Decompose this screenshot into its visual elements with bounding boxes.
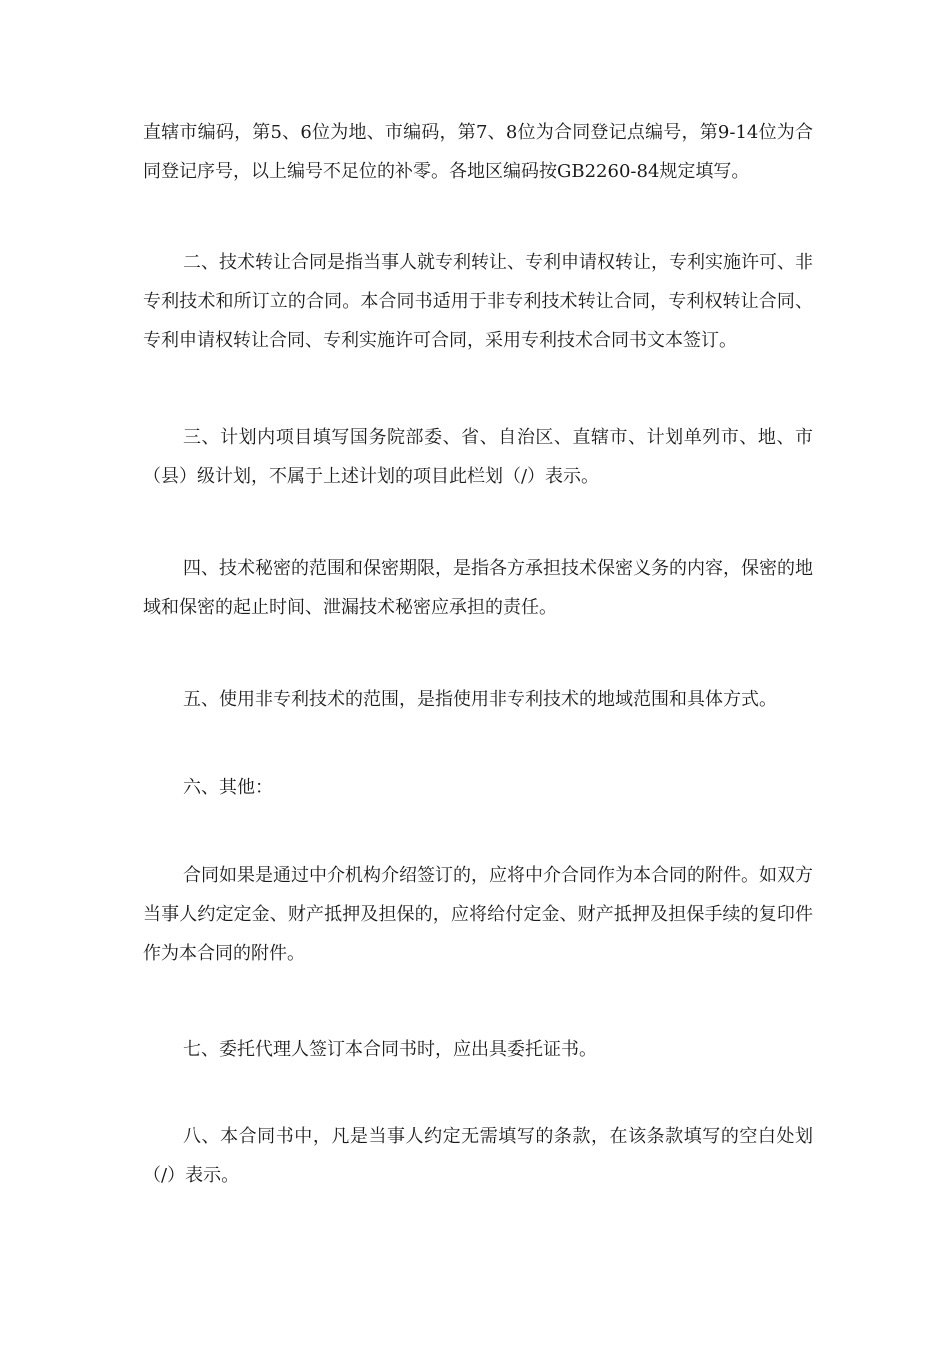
paragraph-section-8: 八、本合同书中，凡是当事人约定无需填写的条款，在该条款填写的空白处划（/）表示。 (143, 1126, 813, 1186)
paragraph-section-7: 七、委托代理人签订本合同书时，应出具委托证书。 (183, 1039, 597, 1060)
paragraph-section-3: 三、计划内项目填写国务院部委、省、自治区、直辖市、计划单列市、地、市（县）级计划，不属于上述计划的项目此栏划（/）表示。 (143, 427, 813, 487)
paragraph-region-code-continued: 直辖市编码，第5、6位为地、市编码，第7、8位为合同登记点编号，第9-14位为合同登记序号，以上编号不足位的补零。各地区编码按GB2260-84规定填写。 (143, 122, 813, 182)
paragraph-section-5: 五、使用非专利技术的范围，是指使用非专利技术的地域范围和具体方式。 (183, 689, 777, 710)
paragraph-section-6-body: 合同如果是通过中介机构介绍签订的，应将中介合同作为本合同的附件。如双方当事人约定定金、财产抵押及担保的，应将给付定金、财产抵押及担保手续的复印件作为本合同的附件。 (143, 865, 813, 964)
paragraph-section-6-heading: 六、其他： (183, 777, 273, 798)
paragraph-section-4: 四、技术秘密的范围和保密期限，是指各方承担技术保密义务的内容，保密的地域和保密的起止时间、泄漏技术秘密应承担的责任。 (143, 558, 813, 618)
paragraph-section-2: 二、技术转让合同是指当事人就专利转让、专利申请权转让，专利实施许可、非专利技术和所订立的合同。本合同书适用于非专利技术转让合同，专利权转让合同、专利申请权转让合同、专利实施许可合同，采用专利技术合同书文本签订。 (143, 252, 813, 351)
